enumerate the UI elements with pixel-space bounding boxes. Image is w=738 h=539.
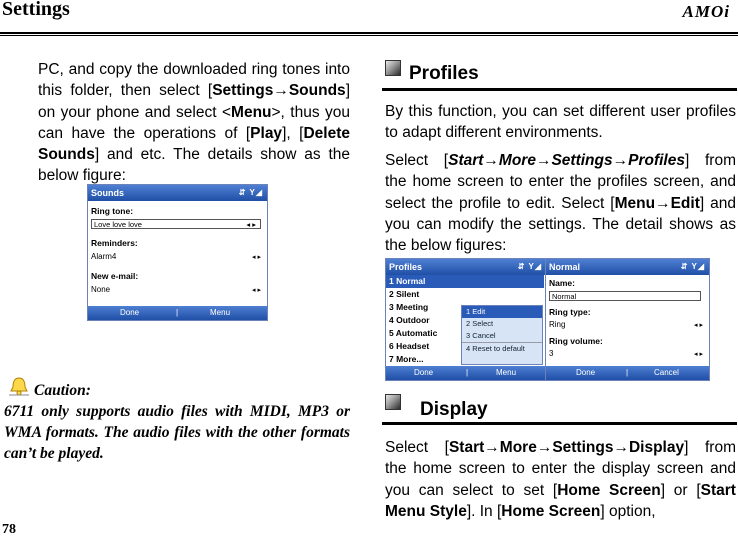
brand-logo: AMOi xyxy=(682,2,730,21)
display-instructions: Select [Start→More→Settings→Display] from the home screen to enter the display screen and you can select to set [Home Screen] or [Start Menu Style]. In [Home Screen] option, xyxy=(385,439,736,520)
section-bullet-icon xyxy=(385,60,401,76)
profiles-instructions: Select [Start→More→Settings→Profiles] from the home screen to enter the profiles screen, and select the profile to edit. Select [Menu→Edit] and you can modify the settings. The detail shows as the below figures: xyxy=(385,152,737,255)
context-menu: 1 Edit 2 Select 3 Cancel 4 Reset to default xyxy=(461,305,543,365)
display-rule xyxy=(382,422,737,425)
page-number: 78 xyxy=(2,522,16,537)
display-heading: Display xyxy=(420,399,488,420)
header-rule-thick xyxy=(0,32,738,34)
caution-bell-icon xyxy=(6,375,32,397)
caution-text: 6711 only supports audio files with MIDI, MP3 or WMA formats. The audio files with the other formats can’t be played. xyxy=(4,403,350,462)
section-bullet-icon xyxy=(385,394,401,410)
profiles-heading: Profiles xyxy=(409,63,479,84)
profiles-screenshot: Profiles ⇵ Y◢ 1 Normal 2 Silent 3 Meeting 4 Outdoor 5 Automatic 6 Headset 7 More... 1 Edit 2 Select 3 Cancel 4 Reset to default Done | Menu xyxy=(385,258,547,381)
sounds-paragraph: PC, and copy the downloaded ring tones into this folder, then select [Settings→Sounds] on your phone and select <Menu>, thus you can have the operations of [Play], [Delete Sounds] and etc. The details show as the below figure: xyxy=(38,61,350,185)
sounds-screenshot: Sounds ⇵ Y◢ Ring tone: Love love love ◂ ▸ Reminders: Alarm4 ◂ ▸ New e-mail: None ◂ ▸ Done | Menu xyxy=(87,184,268,321)
header-rule-thin xyxy=(0,35,738,36)
profiles-rule xyxy=(382,88,737,91)
caution-title: Caution: xyxy=(34,382,91,399)
status-icons: ⇵ Y◢ xyxy=(238,188,263,197)
page-header-title: Settings xyxy=(2,0,70,20)
profiles-intro: By this function, you can set different user profiles to adapt different environments. xyxy=(385,103,736,142)
normal-profile-screenshot: Normal ⇵ Y◢ Name: Normal Ring type: Ring ◂ ▸ Ring volume: 3 ◂ ▸ Done | Cancel xyxy=(545,258,710,381)
